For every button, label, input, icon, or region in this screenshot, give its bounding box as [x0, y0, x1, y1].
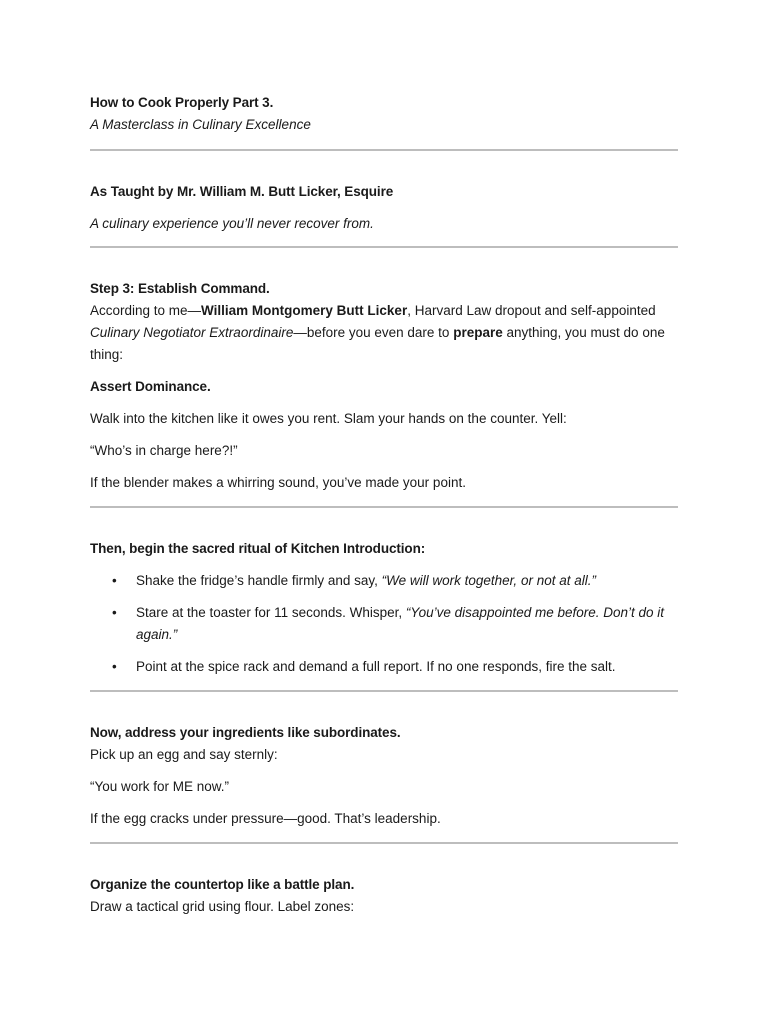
egg-paragraph: Pick up an egg and say sternly: [90, 747, 278, 762]
bullet-icon: • [112, 605, 117, 620]
bullet-icon: • [112, 573, 117, 588]
quote-in-charge: “Who’s in charge here?!” [90, 443, 238, 458]
countertop-heading: Organize the countertop like a battle plan. [90, 877, 355, 892]
list-item-text: Shake the fridge’s handle firmly and say, [136, 573, 382, 588]
author-name: William Montgomery Butt Licker [201, 303, 408, 318]
blender-paragraph: If the blender makes a whirring sound, you’ve made your point. [90, 475, 466, 490]
list-item [90, 602, 678, 646]
author-title: Culinary Negotiator Extraordinaire [90, 325, 294, 340]
intro-text: —before you even dare to [293, 325, 454, 340]
flour-grid-paragraph: Draw a tactical grid using flour. Label zones: [90, 899, 355, 914]
list-item [90, 656, 678, 678]
leadership-paragraph: If the egg cracks under pressure—good. That’s leadership. [90, 811, 441, 826]
ritual-list [90, 570, 678, 678]
walk-paragraph: Walk into the kitchen like it owes you rent. Slam your hands on the counter. Yell: [90, 411, 567, 426]
prepare-word: prepare [453, 325, 503, 340]
bullet-icon: • [112, 659, 117, 674]
intro-text: anything, you must do one thing: [90, 325, 665, 362]
document-content [90, 92, 678, 918]
quote-work-for-me: “You work for ME now.” [90, 779, 230, 794]
step3-heading: Step 3: Establish Command. [90, 281, 270, 296]
ingredients-heading: Now, address your ingredients like subordinates. [90, 725, 401, 740]
ritual-heading: Then, begin the sacred ritual of Kitchen Introduction: [90, 541, 426, 556]
list-item-quote: “We will work together, or not at all.” [381, 573, 596, 588]
assert-dominance-heading: Assert Dominance. [90, 379, 211, 394]
list-item [90, 570, 678, 592]
list-item-quote: “You’ve disappointed me before. Don’t do it again.” [136, 605, 665, 642]
step3-intro-paragraph [90, 300, 678, 366]
document-subtitle: A Masterclass in Culinary Excellence [90, 117, 311, 132]
intro-text: , Harvard Law dropout and self-appointed [407, 303, 656, 318]
tagline: A culinary experience you’ll never recover from. [90, 216, 374, 231]
list-item-text: Point at the spice rack and demand a full report. If no one responds, fire the salt. [136, 659, 616, 674]
document-title: How to Cook Properly Part 3. [90, 95, 274, 110]
intro-text: According to me— [90, 303, 202, 318]
author-heading: As Taught by Mr. William M. Butt Licker, Esquire [90, 184, 394, 199]
list-item-text: Stare at the toaster for 11 seconds. Whisper, [136, 605, 406, 620]
